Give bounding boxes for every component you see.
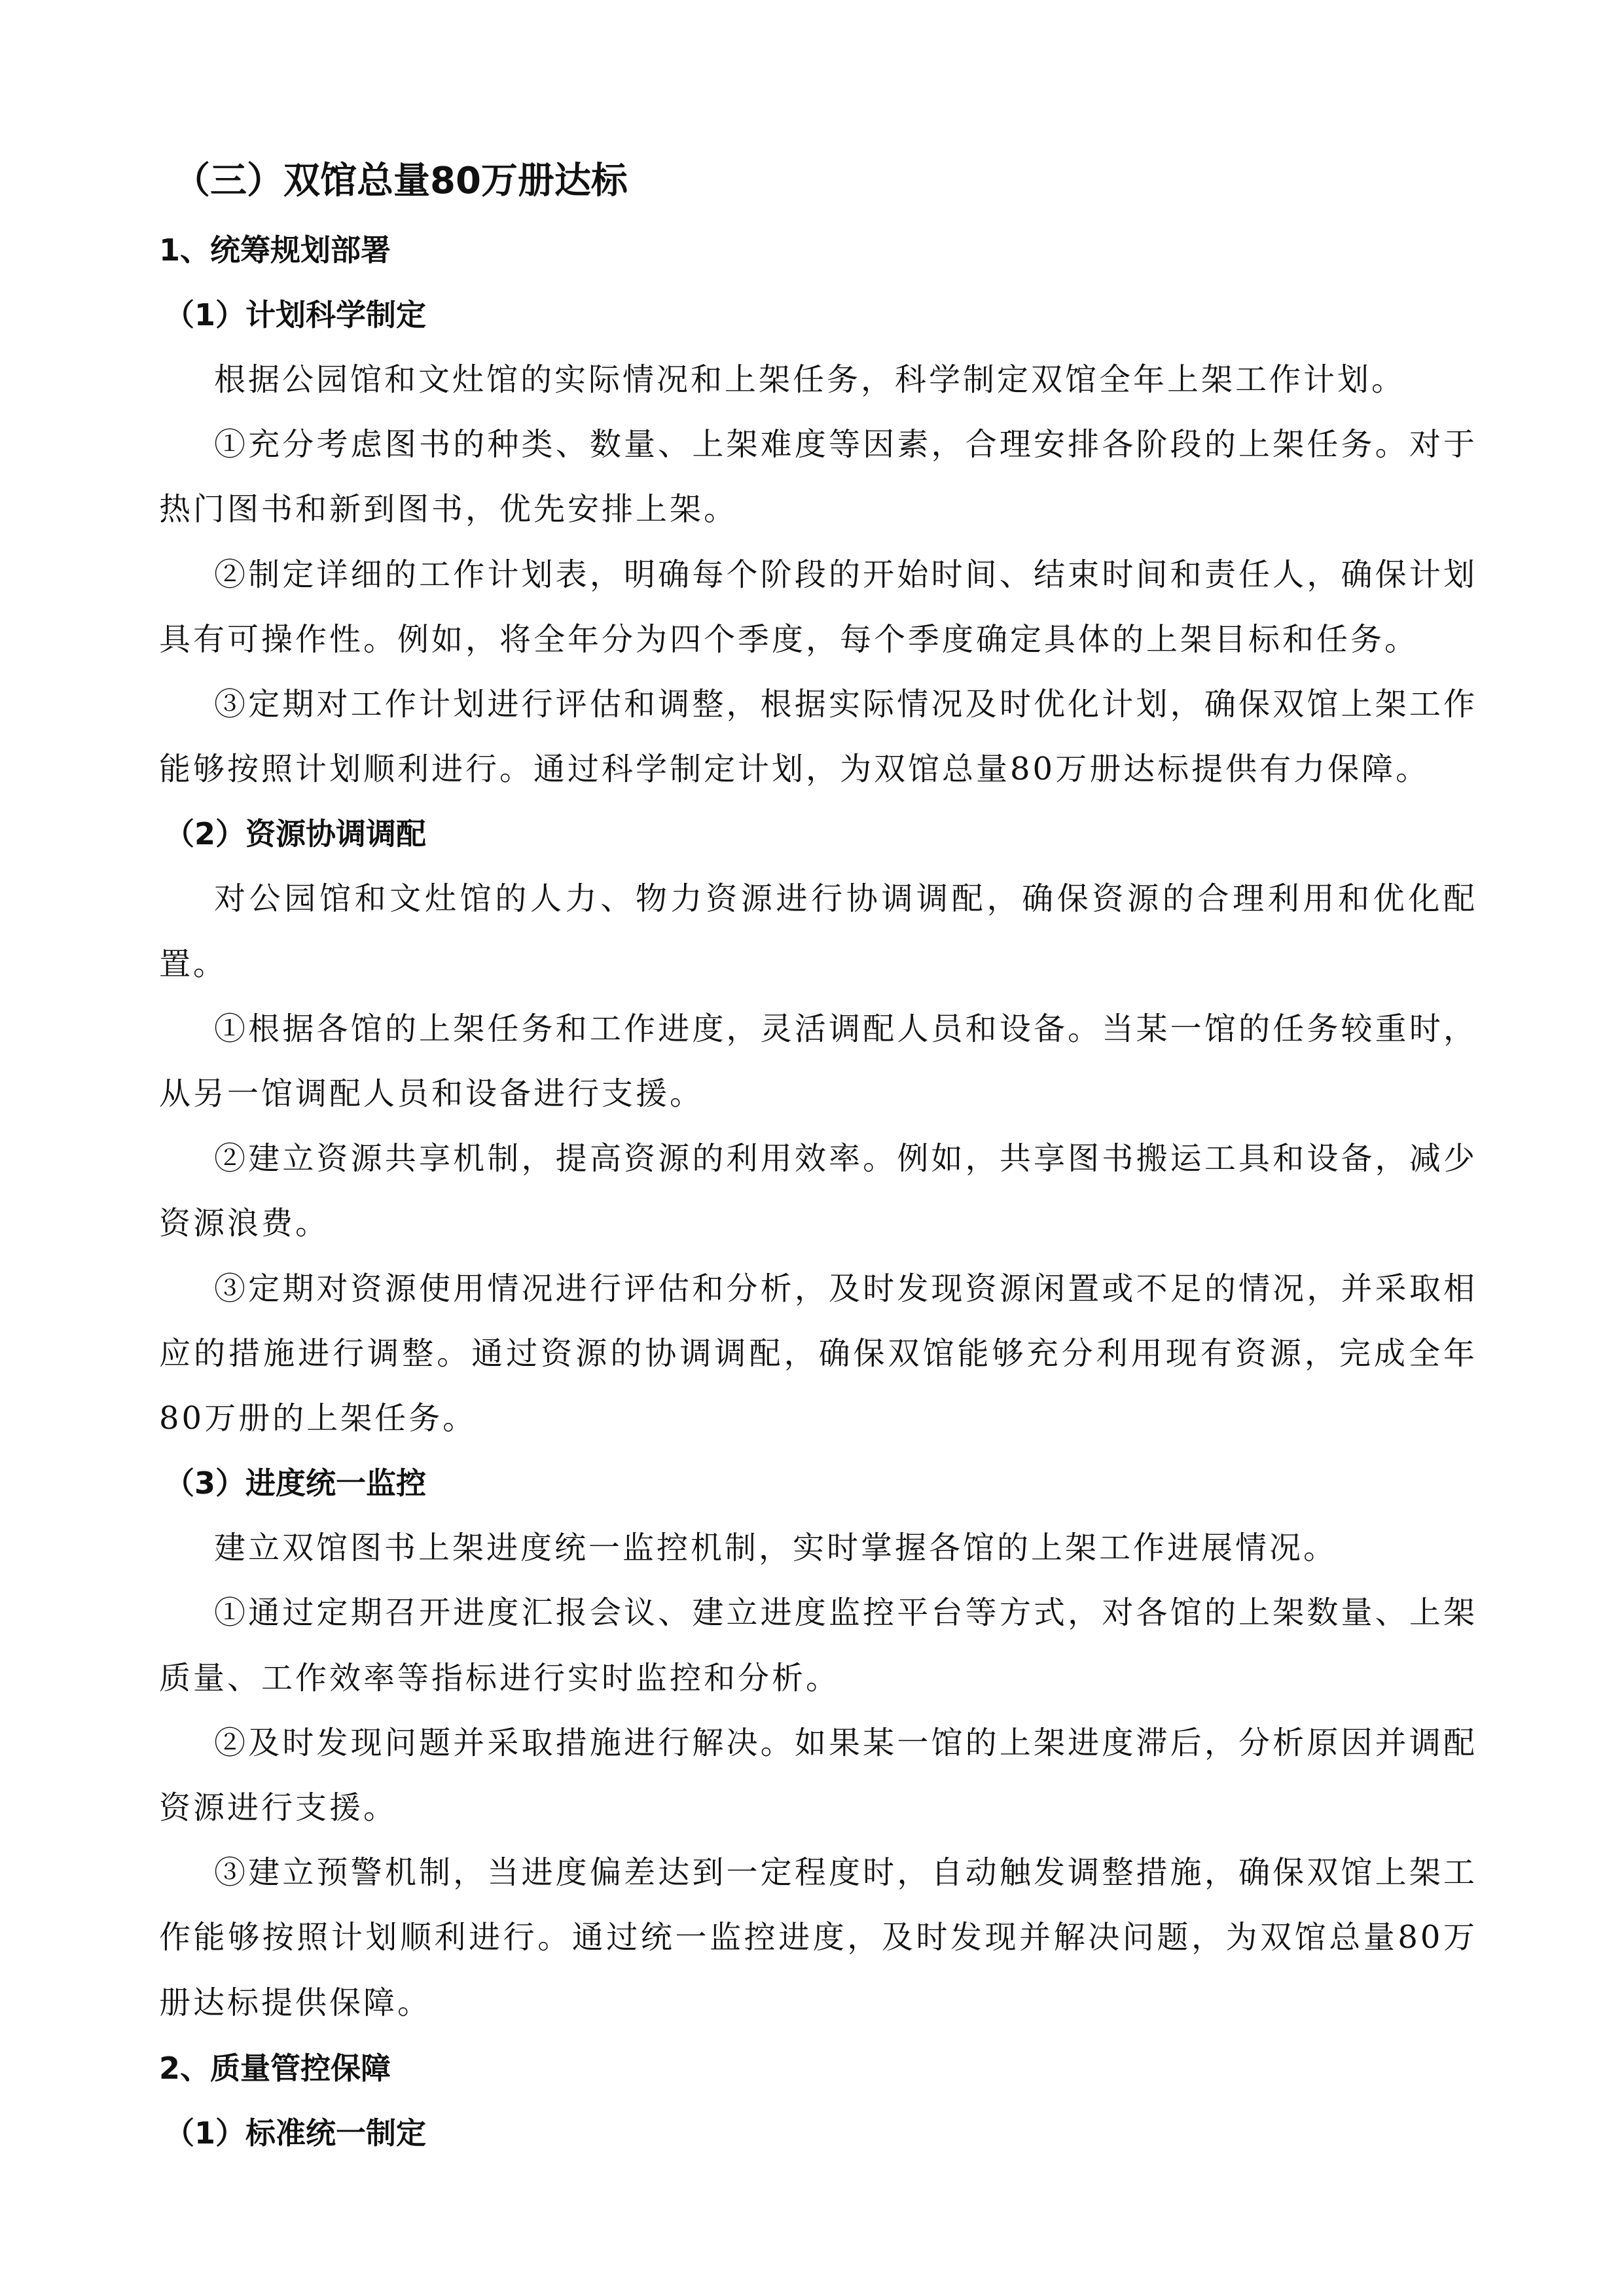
document-page (159, 145, 1477, 2166)
subheading: （2）资源协调调配 (164, 816, 427, 852)
paragraph: 根据公园馆和文灶馆的实际情况和上架任务，科学制定双馆全年上架工作计划。 (214, 361, 1406, 398)
paragraph: ①充分考虑图书的种类、数量、上架难度等因素，合理安排各阶段的上架任务。对于热门图书和新到图书，优先安排上架。 (159, 426, 1477, 528)
paragraph: ②制定详细的工作计划表，明确每个阶段的开始时间、结束时间和责任人，确保计划具有可操作性。例如，将全年分为四个季度，每个季度确定具体的上架目标和任务。 (159, 556, 1477, 658)
heading-1: 1、统筹规划部署 (159, 232, 391, 268)
paragraph: ③建立预警机制，当进度偏差达到一定程度时，自动触发调整措施，确保双馆上架工作能够按照计划顺利进行。通过统一监控进度，及时发现并解决问题，为双馆总量80万册达标提供保障。 (159, 1854, 1477, 2021)
paragraph: ①根据各馆的上架任务和工作进度，灵活调配人员和设备。当某一馆的任务较重时，从另一馆调配人员和设备进行支援。 (159, 1010, 1477, 1113)
paragraph: 建立双馆图书上架进度统一监控机制，实时掌握各馆的上架工作进展情况。 (214, 1530, 1338, 1567)
paragraph: ③定期对工作计划进行评估和调整，根据实际情况及时优化计划，确保双馆上架工作能够按照计划顺利进行。通过科学制定计划，为双馆总量80万册达标提供有力保障。 (159, 686, 1477, 788)
paragraph: ②及时发现问题并采取措施进行解决。如果某一馆的上架进度滞后，分析原因并调配资源进行支援。 (159, 1724, 1477, 1827)
subheading: （3）进度统一监控 (164, 1465, 427, 1501)
paragraph: 对公园馆和文灶馆的人力、物力资源进行协调调配，确保资源的合理利用和优化配置。 (159, 880, 1477, 982)
paragraph: ③定期对资源使用情况进行评估和分析，及时发现资源闲置或不足的情况，并采取相应的措施进行调整。通过资源的协调调配，确保双馆能够充分利用现有资源，完成全年80万册的上架任务。 (159, 1270, 1477, 1437)
paragraph: ②建立资源共享机制，提高资源的利用效率。例如，共享图书搬运工具和设备，减少资源浪费。 (159, 1140, 1477, 1242)
section-title: （三）双馆总量80万册达标 (173, 160, 628, 202)
subheading: （1）计划科学制定 (164, 297, 427, 332)
heading-1: 2、质量管控保障 (159, 2050, 391, 2086)
subheading: （1）标准统一制定 (164, 2115, 427, 2151)
paragraph: ①通过定期召开进度汇报会议、建立进度监控平台等方式，对各馆的上架数量、上架质量、工作效率等指标进行实时监控和分析。 (159, 1594, 1477, 1696)
